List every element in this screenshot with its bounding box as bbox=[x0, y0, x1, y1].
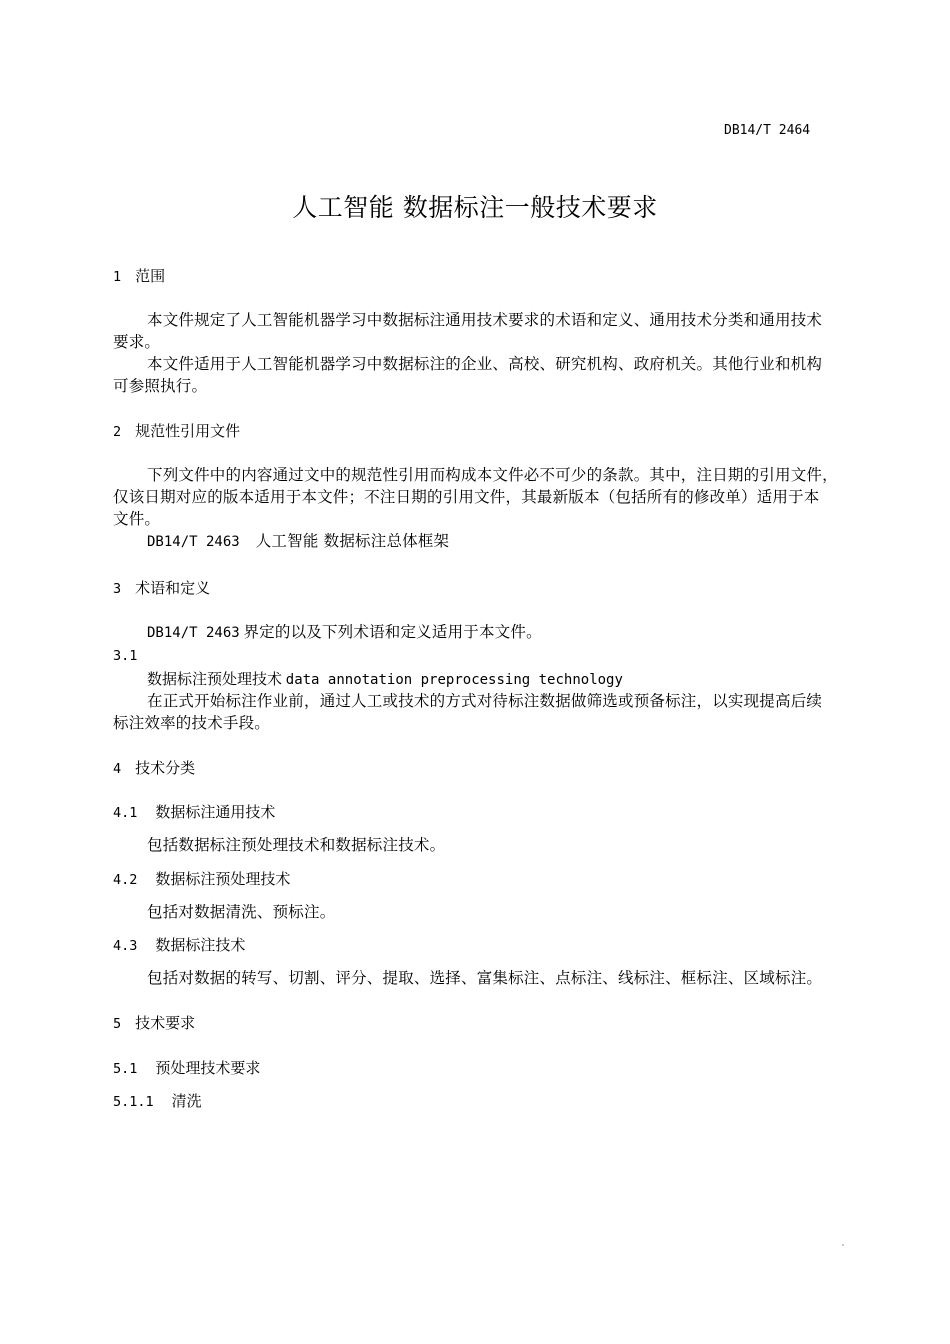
reference-code: DB14/T 2463 bbox=[147, 625, 240, 641]
definition-line: 标注效率的技术手段。 bbox=[113, 714, 271, 732]
subsection-title: 数据标注技术 bbox=[155, 936, 246, 954]
section-3-heading bbox=[113, 577, 210, 600]
section-number: 2 bbox=[113, 424, 122, 440]
paragraph-line: 可参照执行。 bbox=[113, 377, 208, 395]
normative-reference bbox=[147, 530, 449, 553]
subsection-4-2-heading bbox=[113, 868, 290, 891]
section-title: 术语和定义 bbox=[135, 579, 211, 597]
subsubsection-5-1-1-heading bbox=[113, 1090, 202, 1113]
page-corner-mark bbox=[842, 1244, 844, 1246]
paragraph-line: 包括对数据的转写、切割、评分、提取、选择、富集标注、点标注、线标注、框标注、区域标注。 bbox=[147, 969, 823, 987]
paragraph-line: 包括数据标注预处理技术和数据标注技术。 bbox=[147, 836, 446, 854]
term-number bbox=[113, 645, 137, 667]
subsection-title: 数据标注通用技术 bbox=[155, 803, 276, 821]
reference-title: 人工智能 数据标注总体框架 bbox=[255, 532, 450, 550]
section-number: 1 bbox=[113, 269, 122, 285]
subsubsection-title: 清洗 bbox=[171, 1092, 202, 1110]
subsection-number: 5.1 bbox=[113, 1061, 138, 1077]
paragraph-line: 包括对数据清洗、预标注。 bbox=[147, 903, 336, 921]
paragraph-line: 仅该日期对应的版本适用于本文件；不注日期的引用文件，其最新版本（包括所有的修改单）适用于本 bbox=[113, 488, 820, 506]
document-code-header: DB14/T 2464 bbox=[724, 123, 811, 138]
subsection-title: 数据标注预处理技术 bbox=[155, 870, 291, 888]
term-chinese: 数据标注预处理技术 bbox=[147, 670, 283, 688]
section-title: 规范性引用文件 bbox=[135, 422, 241, 440]
subsection-number: 4.3 bbox=[113, 938, 138, 954]
section-4-heading bbox=[113, 757, 195, 780]
paragraph-line: 要求。 bbox=[113, 333, 161, 351]
term-title bbox=[147, 668, 623, 691]
section-5-heading bbox=[113, 1012, 195, 1035]
paragraph-line: 文件。 bbox=[113, 510, 161, 528]
terms-intro bbox=[147, 621, 542, 644]
subsection-number: 4.1 bbox=[113, 805, 138, 821]
term-english: data annotation preprocessing technology bbox=[285, 672, 623, 688]
paragraph-line: 本文件规定了人工智能机器学习中数据标注通用技术要求的术语和定义、通用技术分类和通用技术 bbox=[147, 311, 823, 329]
paragraph-line: 下列文件中的内容通过文中的规范性引用而构成本文件必不可少的条款。其中，注日期的引用文件， bbox=[147, 466, 838, 484]
subsection-5-1-heading bbox=[113, 1057, 260, 1080]
section-number: 3 bbox=[113, 581, 122, 597]
subsection-4-1-heading bbox=[113, 801, 275, 824]
terms-intro-text: 界定的以及下列术语和定义适用于本文件。 bbox=[243, 623, 542, 641]
reference-code: DB14/T 2463 bbox=[147, 534, 240, 550]
section-2-heading bbox=[113, 420, 240, 443]
section-title: 技术分类 bbox=[135, 759, 196, 777]
section-title: 技术要求 bbox=[135, 1014, 196, 1032]
section-number: 4 bbox=[113, 761, 122, 777]
section-1-heading bbox=[113, 265, 165, 288]
section-number: 5 bbox=[113, 1016, 122, 1032]
section-title: 范围 bbox=[135, 267, 166, 285]
document-title: 人工智能 数据标注一般技术要求 bbox=[292, 193, 658, 222]
term-number-text: 3.1 bbox=[113, 648, 138, 664]
subsection-title: 预处理技术要求 bbox=[155, 1059, 261, 1077]
subsection-number: 4.2 bbox=[113, 872, 138, 888]
definition-line: 在正式开始标注作业前，通过人工或技术的方式对待标注数据做筛选或预备标注，以实现提高后续 bbox=[147, 692, 823, 710]
subsubsection-number: 5.1.1 bbox=[113, 1094, 154, 1110]
paragraph-line: 本文件适用于人工智能机器学习中数据标注的企业、高校、研究机构、政府机关。其他行业和机构 bbox=[147, 355, 823, 373]
subsection-4-3-heading bbox=[113, 934, 245, 957]
